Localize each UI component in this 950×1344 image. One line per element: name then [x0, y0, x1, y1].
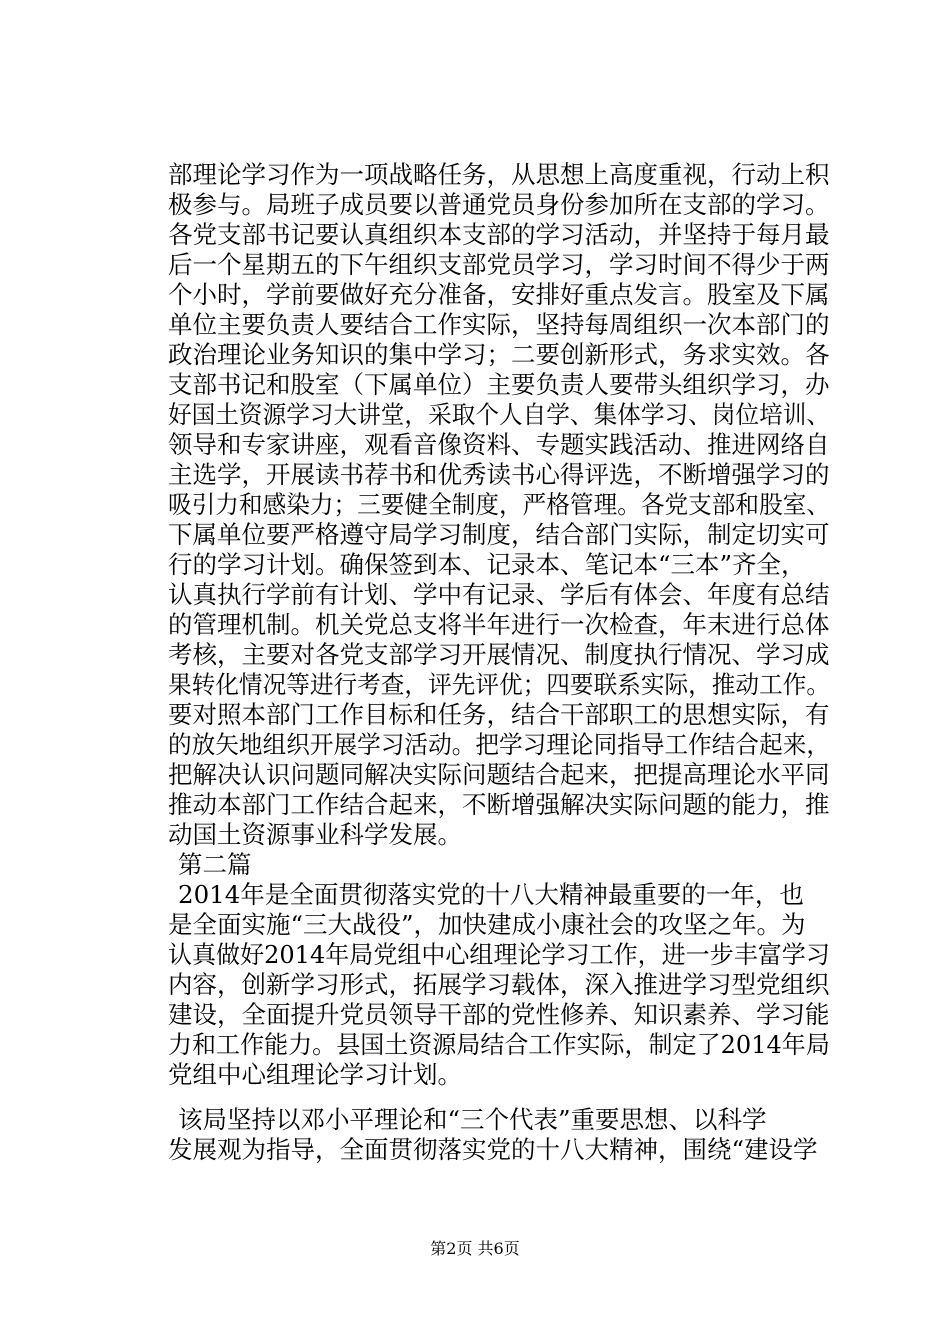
paragraph-first-line: 2014年是全面贯彻落实党的十八大精神最重要的一年，也	[178, 880, 804, 909]
text-line: 是全面实施“三大战役”，加快建成小康社会的攻坚之年。为	[168, 910, 806, 939]
text-line: 推动本部门工作结合起来，不断增强解决实际问题的能力，推	[168, 790, 830, 819]
page-footer: 第2页 共6页	[430, 1239, 520, 1258]
text-line: 个小时，学前要做好充分准备，安排好重点发言。股室及下属	[168, 280, 830, 309]
text-line: 极参与。局班子成员要以普通党员身份参加所在支部的学习。	[168, 190, 830, 219]
text-line: 把解决认识问题同解决实际问题结合起来，把提高理论水平同	[168, 760, 830, 789]
text-line: 发展观为指导，全面贯彻落实党的十八大精神，围绕“建设学	[168, 1135, 818, 1164]
text-line: 认真执行学前有计划、学中有记录、学后有体会、年度有总结	[168, 580, 830, 609]
text-line: 支部书记和股室（下属单位）主要负责人要带头组织学习，办	[168, 370, 830, 399]
text-line: 好国土资源学习大讲堂，采取个人自学、集体学习、岗位培训、	[168, 400, 830, 429]
text-line: 下属单位要严格遵守局学习制度，结合部门实际，制定切实可	[168, 520, 830, 549]
section-heading: 第二篇	[178, 850, 252, 879]
text-line: 各党支部书记要认真组织本支部的学习活动，并坚持于每月最	[168, 220, 830, 249]
text-line: 单位主要负责人要结合工作实际，坚持每周组织一次本部门的	[168, 310, 830, 339]
text-line: 内容，创新学习形式，拓展学习载体，深入推进学习型党组织	[168, 970, 830, 999]
text-line: 果转化情况等进行考查，评先评优；四要联系实际，推动工作。	[168, 670, 830, 699]
text-line: 认真做好2014年局党组中心组理论学习工作，进一步丰富学习	[168, 940, 830, 969]
text-line: 部理论学习作为一项战略任务，从思想上高度重视，行动上积	[168, 160, 830, 189]
text-line: 考核，主要对各党支部学习开展情况、制度执行情况、学习成	[168, 640, 830, 669]
text-line: 党组中心组理论学习计划。	[168, 1060, 462, 1089]
text-line: 力和工作能力。县国土资源局结合工作实际，制定了2014年局	[168, 1030, 830, 1059]
text-line: 主选学，开展读书荐书和优秀读书心得评选，不断增强学习的	[168, 460, 830, 489]
text-line: 的管理机制。机关党总支将半年进行一次检查，年末进行总体	[168, 610, 830, 639]
text-line: 建设，全面提升党员领导干部的党性修养、知识素养、学习能	[168, 1000, 830, 1029]
text-line: 政治理论业务知识的集中学习；二要创新形式，务求实效。各	[168, 340, 830, 369]
paragraph-first-line: 该局坚持以邓小平理论和“三个代表”重要思想、以科学	[178, 1105, 767, 1134]
text-line: 后一个星期五的下午组织支部党员学习，学习时间不得少于两	[168, 250, 830, 279]
text-line: 的放矢地组织开展学习活动。把学习理论同指导工作结合起来，	[168, 730, 830, 759]
text-line: 吸引力和感染力；三要健全制度，严格管理。各党支部和股室、	[168, 490, 830, 519]
text-line: 领导和专家讲座，观看音像资料、专题实践活动、推进网络自	[168, 430, 830, 459]
text-line: 动国土资源事业科学发展。	[168, 820, 462, 849]
text-line: 要对照本部门工作目标和任务，结合干部职工的思想实际，有	[168, 700, 830, 729]
text-line: 行的学习计划。确保签到本、记录本、笔记本“三本”齐全，	[168, 550, 806, 579]
